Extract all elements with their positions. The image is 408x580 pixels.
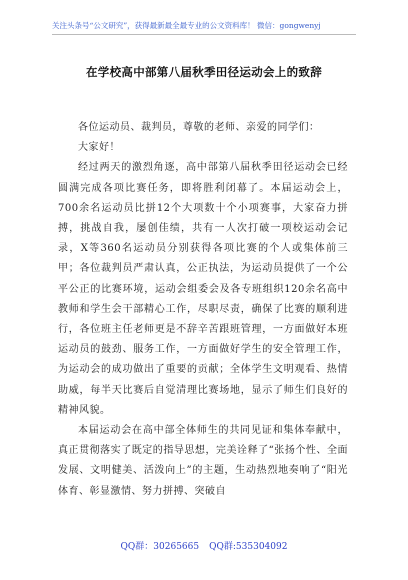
salutation-paragraph: 各位运动员、裁判员，尊敬的老师、亲爱的同学们：	[78, 122, 320, 133]
body-paragraph-2: 本届运动会在高中部全体师生的共同见证和集体奉献中，真正贯彻落实了既定的指导思想，完美诠释了“张扬个性、全面发展、文明健美、活泼向上”的主题，生动热烈地奏响了“阳光体育、彰显激情、努力拼搏、突破自	[58, 425, 348, 497]
greeting-paragraph: 大家好！	[78, 142, 120, 154]
footer-qq-group-1: QQ群：30265665	[120, 542, 200, 552]
header-divider	[52, 34, 356, 35]
document-body	[58, 118, 348, 502]
document-title: 在学校高中部第八届秋季田径运动会上的致辞	[86, 65, 322, 79]
footer-qq-group-2: QQ群:535304092	[209, 542, 288, 552]
header-promo-text: 关注头条号“公文研究”，获得最新最全最专业的公文资料库！ 微信：gongwenyj	[52, 21, 321, 30]
footer-contact	[0, 539, 408, 552]
body-paragraph-1: 经过两天的激烈角逐，高中部第八届秋季田径运动会已经圆满完成各项比赛任务，即将胜利闭幕了。本届运动会上，700余名运动员比拼12个大项数十个小项赛事，大家奋力拼搏，挑战自我，屡创佳绩，共有一人次打破一项校运动会记录，X等360名运动员分别获得各项比赛的个人或集体前三甲；各位裁判员严肃认真，公正执法，为运动员提供了一个公平公正的比赛环境，运动会组委会及各专班组织120余名高中教师和学生会干部精心工作，尽职尽责，确保了比赛的顺利进行，各位班主任老师更是不辞辛苦跟班管理，一方面做好本班运动员的鼓劲、服务工作，一方面做好学生的安全管理工作，为运动会的成功做出了重要的贡献；全体学生文明观看、热情助威，每半天比赛后自觉清理比赛场地，显示了师生们良好的精神风貌。	[58, 162, 348, 416]
